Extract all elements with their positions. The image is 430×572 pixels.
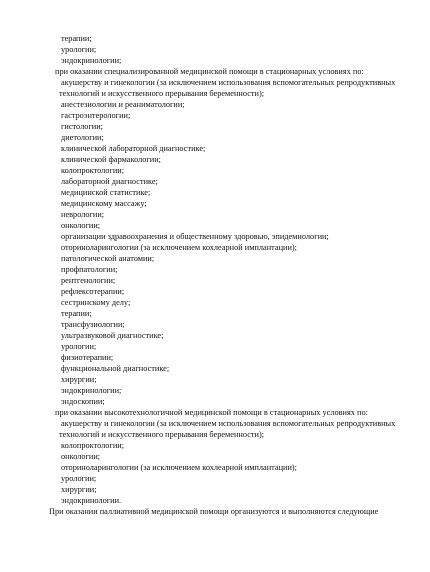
text-line: диетологии; (61, 133, 104, 142)
text-line: эндоскопии; (61, 397, 105, 406)
text-line: технологий и искусственного прерывания беременности); (59, 430, 265, 439)
text-line: онкологии; (61, 452, 101, 461)
text-line: неврологии; (61, 210, 105, 219)
text-line: ультразвуковой диагностике; (61, 331, 164, 340)
text-line: эндокринологии. (61, 496, 122, 505)
text-line: онкологии; (61, 221, 101, 230)
text-line: колопроктологии; (61, 441, 125, 450)
text-line: медицинскому массажу; (61, 199, 147, 208)
text-line: терапии; (61, 309, 92, 318)
text-line: оториноларингологии (за исключением кохлеарной имплантации); (61, 243, 297, 252)
text-line: организации здравоохранения и общественному здоровью, эпидемиологии; (61, 232, 329, 241)
text-line: рефлексотерапии; (61, 287, 125, 296)
text-line: анестезиологии и реаниматологии; (61, 100, 185, 109)
text-line: при оказании высокотехнологичной медицинской помощи в стационарных условиях по: (55, 408, 368, 417)
text-line: оториноларингологии (за исключением кохлеарной имплантации); (61, 463, 297, 472)
text-line: физиотерапии; (61, 353, 114, 362)
text-line: сестринскому делу; (61, 298, 131, 307)
text-line: технологий и искусственного прерывания беременности); (59, 89, 265, 98)
text-line: клинической фармакологии; (61, 155, 161, 164)
text-line: терапии; (61, 34, 92, 43)
text-line: урологии; (61, 342, 97, 351)
text-line: акушерству и гинекологии (за исключением использования вспомогательных репродуктивных (61, 419, 396, 428)
text-line: акушерству и гинекологии (за исключением использования вспомогательных репродуктивных (61, 78, 396, 87)
text-line: рентгенологии; (61, 276, 116, 285)
text-line: функциональной диагностике; (61, 364, 170, 373)
text-line: клинической лабораторной диагностике; (61, 144, 206, 153)
text-line: При оказании паллиативной медицинской помощи организуются и выполняются следующие (49, 507, 379, 516)
text-line: гистологии; (61, 122, 103, 131)
text-line: урологии; (61, 45, 97, 54)
text-line: гастроэнтерологии; (61, 111, 131, 120)
text-line: трансфузиологии; (61, 320, 125, 329)
text-line: профпатологии; (61, 265, 118, 274)
text-line: урологии; (61, 474, 97, 483)
text-line: эндокринологии; (61, 386, 122, 395)
text-line: при оказании специализированной медицинской помощи в стационарных условиях по: (55, 67, 364, 76)
text-line: патологической анатомии; (61, 254, 155, 263)
text-line: медицинской статистике; (61, 188, 151, 197)
text-line: эндокринологии; (61, 56, 122, 65)
text-line: колопроктологии; (61, 166, 125, 175)
text-line: хирургии; (61, 485, 97, 494)
text-line: лабораторной диагностике; (61, 177, 158, 186)
text-line: хирургии; (61, 375, 97, 384)
